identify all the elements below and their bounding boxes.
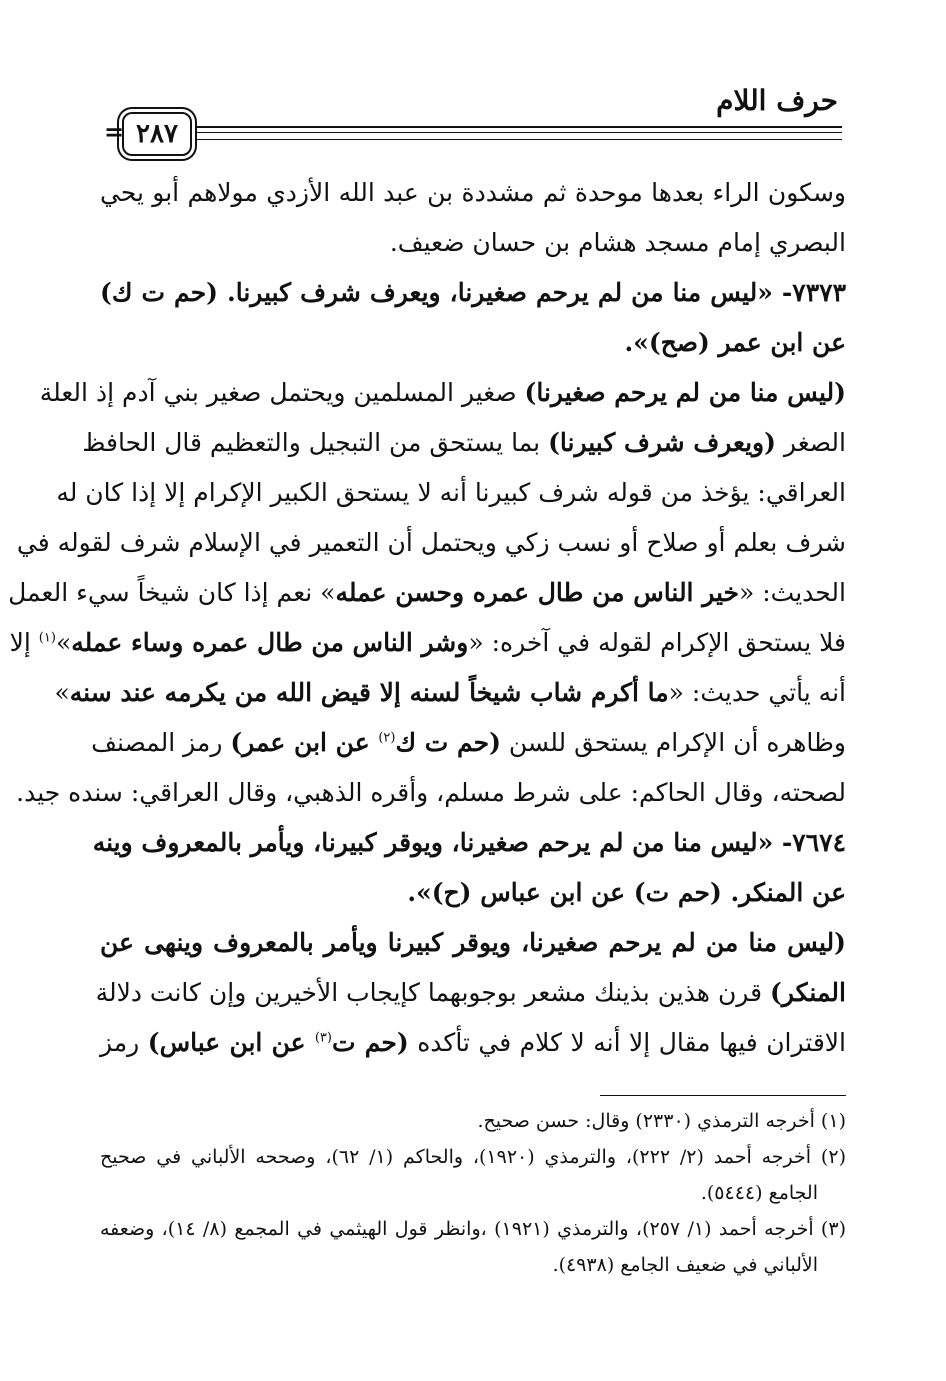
page-number: ٢٨٧: [122, 112, 192, 156]
text-line: لصحته، وقال الحاكم: على شرط مسلم، وأقره الذهبي، وقال العراقي: سنده جيد.: [16, 778, 846, 807]
footnote-ref: (١): [38, 630, 56, 646]
header-rule: [196, 139, 842, 140]
header-ornament: =: [104, 117, 125, 146]
hadith-heading: ٧٦٧٤- «ليس منا من لم يرحم صغيرنا، ويوقر كبيرنا، ويأمر بالمعروف وينه: [92, 828, 846, 857]
footnote-continuation: الجامع (٥٤٤٤).: [700, 1182, 818, 1204]
text-line: الاقتران فيها مقال إلا أنه لا كلام في تأكده (حم ت$^{(٣)}$ عن ابن عباس) رمز: [100, 1028, 846, 1057]
text-line: أنه يأتي حديث: «ما أكرم شاب شيخاً لسنه إلا قيض الله من يكرمه عند سنه»: [54, 678, 846, 707]
footnote-ref: (٣): [314, 1030, 332, 1046]
footnote-ref: (٢): [378, 730, 396, 746]
text-line: (ليس منا من لم يرحم صغيرنا، ويوقر كبيرنا ويأمر بالمعروف وينهى عن: [100, 928, 846, 957]
text-line: وظاهره أن الإكرام يستحق للسن (حم ت ك$^{(٢)}$ عن ابن عمر) رمز المصنف: [91, 728, 846, 757]
text-line: المنكر) قرن هذين بذينك مشعر بوجوبهما كإيجاب الأخيرين وإن كانت دلالة: [95, 978, 846, 1007]
footnote: (١) أخرجه الترمذي (٢٣٣٠) وقال: حسن صحيح.: [477, 1110, 846, 1132]
text-line: الصغر (ويعرف شرف كبيرنا) بما يستحق من التبجيل والتعظيم قال الحافظ: [82, 428, 846, 457]
footnote-separator: [600, 1095, 846, 1096]
header-rule: [196, 126, 842, 128]
text-line: (ليس منا من لم يرحم صغيرنا) صغير المسلمين ويحتمل صغير بني آدم إذ العلة: [39, 378, 846, 407]
running-header-title: حرف اللام: [716, 84, 838, 117]
main-text: [8, 168, 846, 1068]
hadith-heading: ٧٣٧٣- «ليس منا من لم يرحم صغيرنا، ويعرف شرف كبيرنا. (حم ت ك): [100, 278, 846, 307]
hadith-heading: عن ابن عمر (صح)».: [624, 328, 846, 357]
footnote: (٢) أخرجه أحمد (٢/ ٢٢٢)، والترمذي (١٩٢٠)، والحاكم (١/ ٦٢)، وصححه الألباني في صحيح: [100, 1146, 846, 1168]
text-line: وسكون الراء بعدها موحدة ثم مشددة بن عبد الله الأزدي مولاهم أبو يحي: [100, 178, 846, 207]
footnotes: [100, 1103, 846, 1283]
hadith-heading: عن المنكر. (حم ت) عن ابن عباس (ح)».: [407, 878, 846, 907]
text-line: شرف بعلم أو صلاح أو نسب زكي ويحتمل أن التعمير في الإسلام شرف لقوله في: [16, 528, 846, 557]
header-rule: [196, 132, 842, 133]
text-line: فلا يستحق الإكرام لقوله في آخره: «وشر الناس من طال عمره وساء عمله»$^{(١)}$ إلا: [9, 628, 846, 657]
text-line: الحديث: «خير الناس من طال عمره وحسن عمله» نعم إذا كان شيخاً سيء العمل: [8, 578, 846, 607]
text-line: البصري إمام مسجد هشام بن حسان ضعيف.: [389, 228, 846, 257]
footnote: (٣) أخرجه أحمد (١/ ٢٥٧)، والترمذي (١٩٢١) ،وانظر قول الهيثمي في المجمع (٨/ ١٤)، وضعفه: [100, 1218, 846, 1240]
text-line: العراقي: يؤخذ من قوله شرف كبيرنا أنه لا يستحق الكبير الإكرام إلا إذا كان له: [56, 478, 846, 507]
footnote-continuation: الألباني في ضعيف الجامع (٤٩٣٨).: [552, 1254, 818, 1276]
